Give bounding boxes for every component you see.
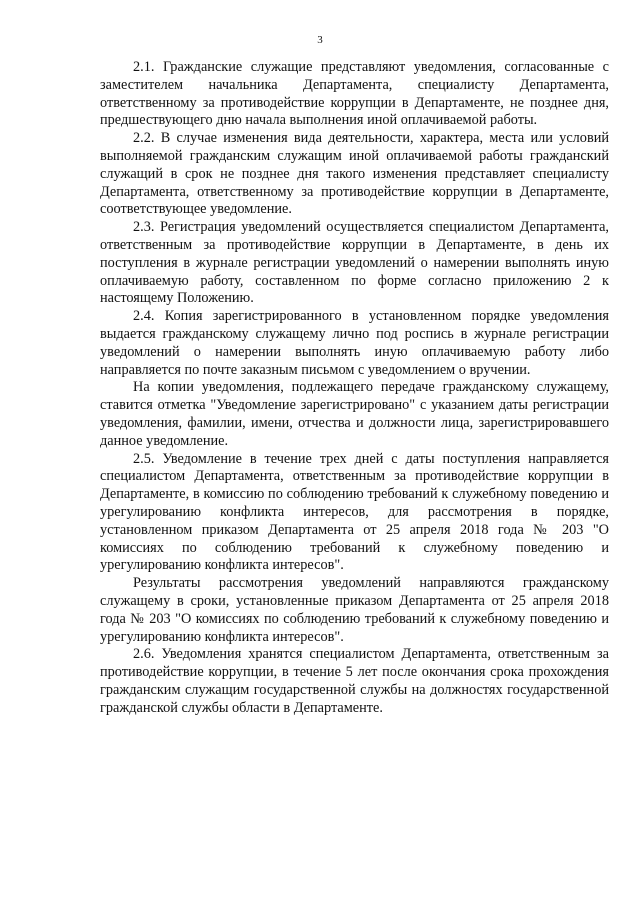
- paragraph-2-6: 2.6. Уведомления хранятся специалистом Департамента, ответственным за противодействие коррупции, в течение 5 лет после окончания срока прохождения гражданским служащим государственной службы на должностях государственной гражданской службы области в Департаменте.: [100, 646, 609, 716]
- paragraph-2-4: 2.4. Копия зарегистрированного в установленном порядке уведомления выдается гражданскому служащему лично под роспись в журнале регистрации уведомлений о намерении выполнять иную оплачиваемую работу либо направляется по почте заказным письмом с уведомлением о вручении.: [100, 308, 609, 378]
- document-body: [100, 59, 609, 717]
- paragraph-2-2: 2.2. В случае изменения вида деятельности, характера, места или условий выполняемой гражданским служащим иной оплачиваемой работы гражданский служащий в срок не позднее дня такого изменения представляет специалисту Департамента, ответственному за противодействие коррупции в Департаменте, соответствующее уведомление.: [100, 130, 609, 218]
- paragraph-copy-mark: На копии уведомления, подлежащего передаче гражданскому служащему, ставится отметка "Уведомление зарегистрировано" с указанием даты регистрации уведомления, фамилии, имени, отчества и должности лица, зарегистрировавшего данное уведомление.: [100, 379, 609, 449]
- page-number: 3: [317, 34, 323, 46]
- paragraph-2-3: 2.3. Регистрация уведомлений осуществляется специалистом Департамента, ответственным за противодействие коррупции в Департаменте, в день их поступления в журнале регистрации уведомлений о намерении выполнять иную оплачиваемую работу, составленном по форме согласно приложению 2 к настоящему Положению.: [100, 219, 609, 307]
- paragraph-2-1: 2.1. Гражданские служащие представляют уведомления, согласованные с заместителем начальника Департамента, специалисту Департамента, ответственному за противодействие коррупции в Департаменте, не позднее дня, предшествующего дню начала выполнения иной оплачиваемой работы.: [100, 59, 609, 129]
- paragraph-2-5: 2.5. Уведомление в течение трех дней с даты поступления направляется специалистом Департамента, ответственным за противодействие коррупции в Департаменте, в комиссию по соблюдению требований к служебному поведению и урегулированию конфликта интересов, для рассмотрения в порядке, установленном приказом Департамента от 25 апреля 2018 года № 203 "О комиссиях по соблюдению требований к служебному поведению и урегулированию конфликта интересов".: [100, 450, 609, 574]
- paragraph-results: Результаты рассмотрения уведомлений направляются гражданскому служащему в сроки, установленные приказом Департамента от 25 апреля 2018 года № 203 "О комиссиях по соблюдению требований к служебному поведению и урегулированию конфликта интересов".: [100, 575, 609, 645]
